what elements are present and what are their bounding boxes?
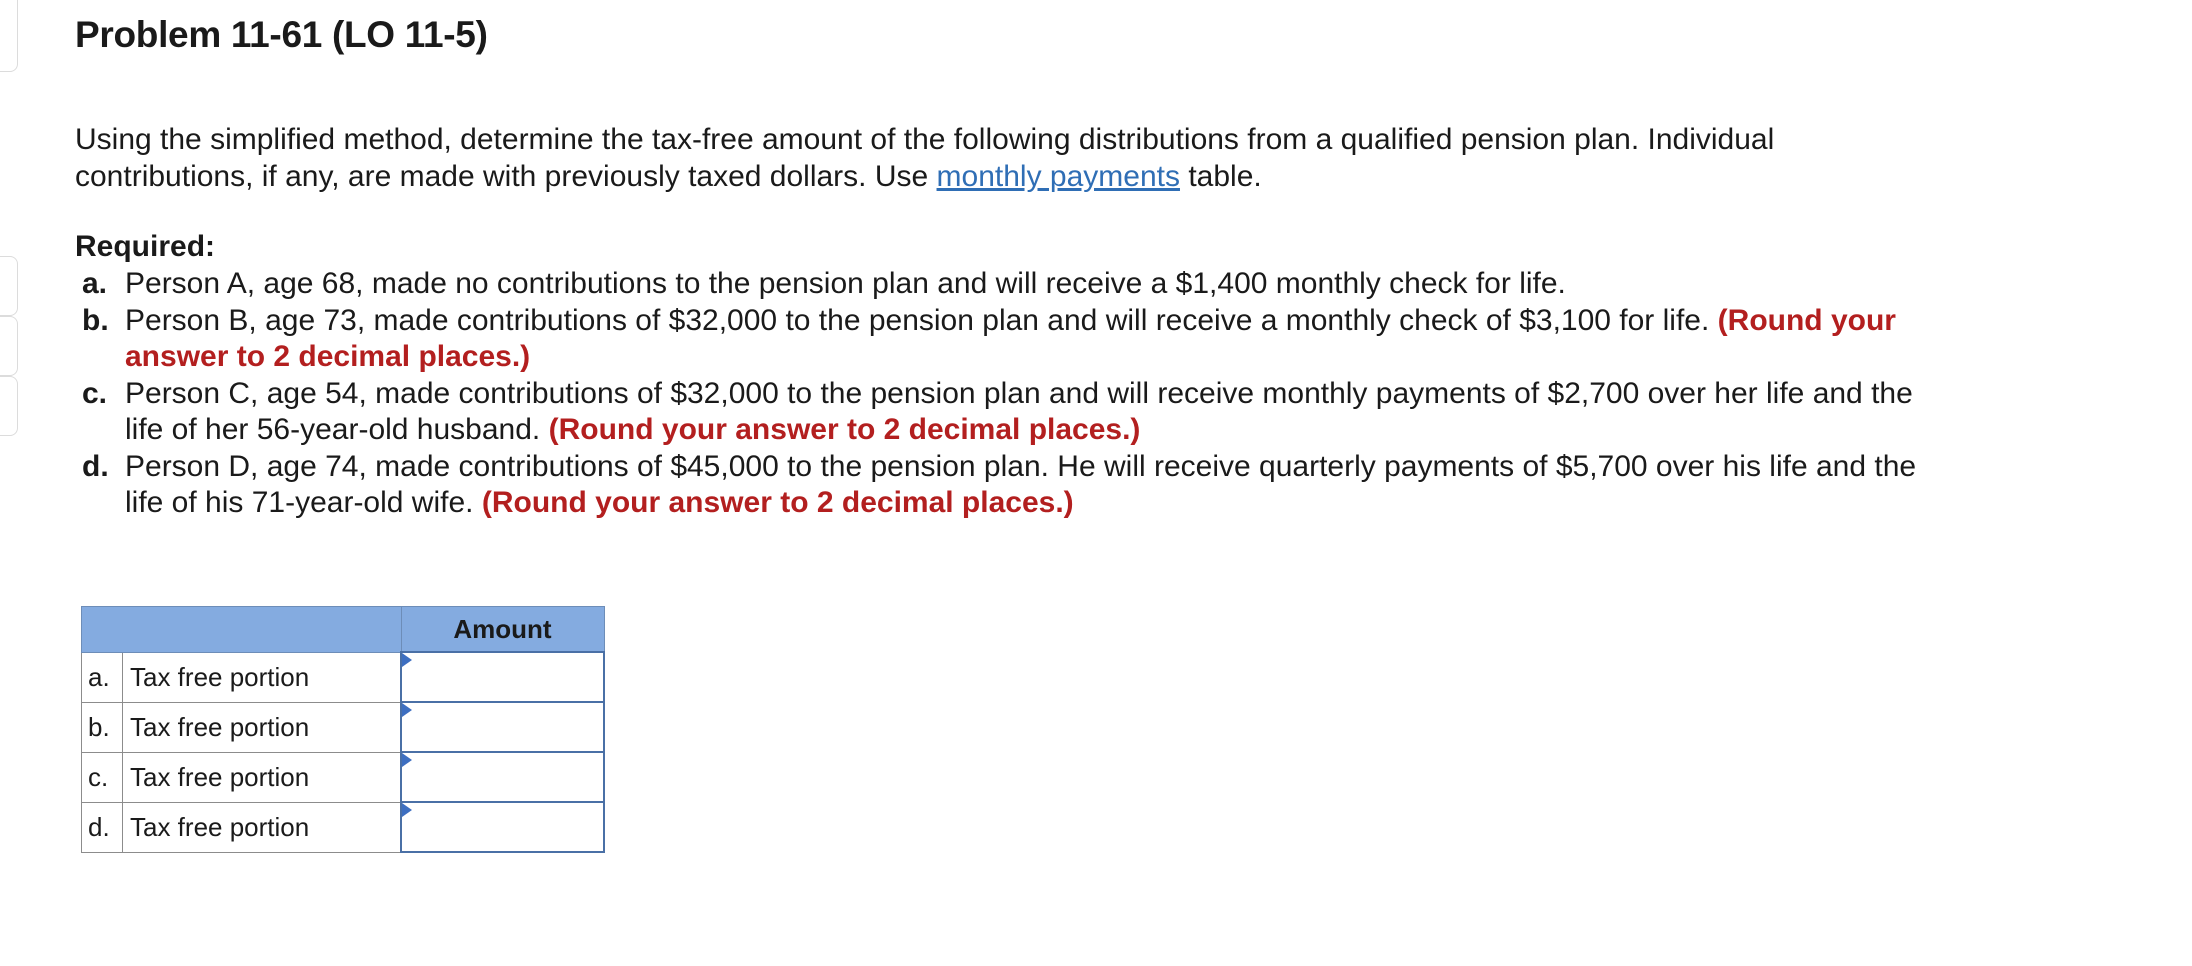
tax-free-amount-input-c[interactable]	[404, 758, 601, 796]
amount-cell	[401, 802, 604, 852]
tax-free-amount-input-b[interactable]	[404, 708, 601, 746]
page-title: Problem 11-61 (LO 11-5)	[75, 14, 488, 55]
requirement-letter: b.	[82, 303, 109, 337]
monthly-payments-link[interactable]: monthly payments	[936, 160, 1180, 193]
requirement-letter: d.	[82, 449, 109, 483]
header-blank-cell	[82, 607, 402, 653]
answer-table	[81, 606, 605, 853]
left-edge-tab[interactable]	[0, 0, 18, 72]
amount-column-header: Amount	[401, 607, 604, 653]
intro-tail: table.	[1179, 160, 1262, 193]
row-letter: b.	[82, 702, 123, 752]
requirement-text	[125, 449, 1955, 522]
requirement-item-c	[75, 376, 1955, 449]
row-label: Tax free portion	[123, 702, 402, 752]
requirement-text	[125, 376, 1955, 449]
requirement-body: Person B, age 73, made contributions of $32,000 to the pension plan and will receive a monthly check of $3,100 for life.	[125, 303, 1710, 337]
cell-marker-icon	[402, 703, 412, 717]
requirement-body: Person A, age 68, made no contributions to the pension plan and will receive a $1,400 monthly check for life.	[125, 267, 1566, 300]
problem-intro	[75, 121, 1955, 195]
requirement-item-d	[75, 449, 1955, 522]
tax-free-amount-input-a[interactable]	[404, 658, 601, 696]
cell-marker-icon	[402, 653, 412, 667]
row-label: Tax free portion	[123, 652, 402, 702]
requirement-body: Person D, age 74, made contributions of $45,000 to the pension plan. He will receive quarterly payments of $5,700 over his life and the life of his 71-year-old wife.	[125, 449, 1917, 519]
amount-cell	[401, 652, 604, 702]
row-label: Tax free portion	[123, 802, 402, 852]
requirement-letter: c.	[82, 376, 108, 410]
amount-cell	[401, 752, 604, 802]
requirement-text	[125, 303, 1955, 376]
requirement-item-a	[75, 266, 1955, 303]
intro-text: Using the simplified method, determine the tax-free amount of the following distributions from a qualified pension plan. Individual contributions, if any, are made with previously taxed dollars. Use	[75, 123, 1775, 193]
rounding-hint: (Round your answer to 2 decimal places.)	[548, 413, 1141, 446]
rounding-hint: (Round your answer to 2 decimal places.)	[481, 486, 1074, 519]
requirements-list	[75, 266, 1955, 522]
rounding-hint: (Round your answer to 2 decimal places.)	[125, 303, 1896, 373]
requirement-letter: a.	[82, 267, 108, 300]
table-row	[82, 652, 605, 702]
left-edge-tab[interactable]	[0, 256, 18, 316]
table-row	[82, 702, 605, 752]
table-row	[82, 802, 605, 852]
cell-marker-icon	[402, 753, 412, 767]
row-letter: c.	[82, 752, 123, 802]
left-edge-tab[interactable]	[0, 376, 18, 436]
requirement-body: Person C, age 54, made contributions of $32,000 to the pension plan and will receive monthly payments of $2,700 over her life and the life of her 56-year-old husband.	[125, 376, 1913, 446]
row-letter: a.	[82, 652, 123, 702]
required-heading: Required:	[75, 230, 216, 263]
left-edge-tab[interactable]	[0, 316, 18, 376]
cell-marker-icon	[402, 803, 412, 817]
row-letter: d.	[82, 802, 123, 852]
table-header-row	[82, 607, 605, 653]
row-label: Tax free portion	[123, 752, 402, 802]
amount-cell	[401, 702, 604, 752]
requirement-item-b	[75, 303, 1955, 376]
table-row	[82, 752, 605, 802]
requirement-text	[125, 266, 1955, 303]
tax-free-amount-input-d[interactable]	[404, 808, 601, 846]
